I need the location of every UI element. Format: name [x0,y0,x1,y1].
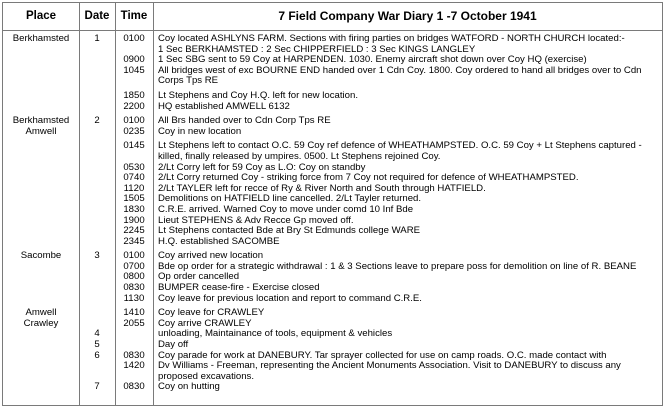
row-time: 1420 [123,360,145,372]
row-place: Berkhamsted [12,33,70,44]
row-time: 2055 [123,317,145,329]
row-date: 6 [94,349,100,361]
table-row [3,272,662,283]
table-row [3,226,662,237]
row-time: 1120 [123,182,145,194]
row-place: Amwell [25,125,57,137]
row-time: 0830 [123,349,145,361]
row-entry: Demolitions on HATFIELD line cancelled. 2/Lt Tayler returned. [158,193,422,205]
row-entry: HQ established AMWELL 6132 [158,100,290,112]
table-row [3,308,662,319]
row-time: 0100 [123,33,145,44]
row-time: 0530 [123,161,145,173]
table-row [3,361,662,382]
row-entry: Coy leave for previous location and report to command C.R.E. [158,292,422,304]
row-entry: Lieut STEPHENS & Adv Recce Gp moved off. [158,214,354,226]
row-time: 0800 [123,271,145,283]
row-time: 1045 [123,64,145,76]
row-entry: Coy arrived new location [158,250,264,262]
row-entry: Lt Stephens contacted Bde at Bry St Edmunds college WARE [158,225,421,237]
row-time: 0900 [123,54,145,66]
header-title: 7 Field Company War Diary 1 -7 October 1941 [278,9,537,23]
row-entry: Coy parade for work at DANEBURY. Tar sprayer collected for use on camp roads. O.C. made contact with [158,349,607,361]
row-place: Sacombe [20,250,62,262]
table-row [3,262,662,273]
table-row [3,205,662,216]
row-time: 1410 [123,307,145,319]
table-row [3,127,662,138]
row-date: 7 [94,381,100,393]
row-entry: Coy located ASHLYNS FARM. Sections with firing parties on bridges WATFORD - NORTH CHURCH located:- [158,33,625,44]
row-date: 2 [94,115,100,127]
row-time: 0700 [123,260,145,272]
row-entry: Coy leave for CRAWLEY [158,307,265,319]
row-entry: All bridges west of exc BOURNE END handed over 1 Cdn Coy. 1800. Coy ordered to hand all bridges over to Cdn Corps Tps RE [158,64,642,87]
row-entry: 1 Sec SBG sent to 59 Coy at HARPENDEN. 1030. Enemy aircraft shot down over Coy HQ (exercise) [158,54,587,66]
table-row [3,91,662,102]
row-time: 0100 [123,115,145,127]
row-entry: BUMPER cease-fire - Exercise closed [158,282,320,294]
row-entry: Bde op order for a strategic withdrawal : 1 & 3 Sections leave to prepare poss for demolition on line of R. BEANE [158,260,637,272]
table-row [3,237,662,248]
row-entry: All Brs handed over to Cdn Corp Tps RE [158,115,331,127]
row-entry: C.R.E. arrived. Warned Coy to move under comd 10 Inf Bde [158,203,414,215]
row-time: 2200 [123,100,145,112]
table-row [3,116,662,127]
row-time: 0740 [123,172,145,184]
row-time: 0145 [123,140,145,152]
row-time: 0100 [123,250,145,262]
row-entry: Coy in new location [158,125,242,137]
row-date: 4 [94,328,100,340]
table-row [3,294,662,305]
row-entry: H.Q. established SACOMBE [158,235,280,247]
row-entry: 2/Lt Corry returned Coy - striking force from 7 Coy not required for defence of WHEATHAMPSTED. [158,172,579,184]
row-time: 1505 [123,193,145,205]
row-place: Berkhamsted [12,115,70,127]
row-entry: Coy on hutting [158,381,220,393]
table-row [3,382,662,393]
row-entry: Lt Stephens and Coy H.Q. left for new location. [158,89,358,101]
row-entry: Dv Williams - Freeman, representing the Ancient Monuments Association. Visit to DANEBURY to discuss any proposed excavations. [158,360,621,382]
row-date: 1 [94,33,100,44]
header-time: Time [120,10,148,22]
table-header [3,3,662,31]
header-date: Date [84,10,110,22]
row-entry: 2/Lt Corry left for 59 Coy as L.O: Coy on standby [158,161,366,173]
row-date: 3 [94,250,100,262]
war-diary-table [2,2,663,406]
row-place: Crawley [23,317,59,329]
row-time: 2245 [123,225,145,237]
row-time: 0235 [123,125,145,137]
row-entry: 2/Lt TAYLER left for recce of Ry & River North and South through HATFIELD. [158,182,486,194]
row-entry: 1 Sec BERKHAMSTED : 2 Sec CHIPPERFIELD : 3 Sec KINGS LANGLEY [158,43,476,55]
table-body [3,34,662,393]
table-row [3,329,662,340]
row-place: Amwell [25,307,57,319]
row-entry: Op order cancelled [158,271,240,283]
table-row [3,141,662,162]
row-time: 1850 [123,89,145,101]
row-time: 2345 [123,235,145,247]
row-time: 0830 [123,282,145,294]
header-place: Place [25,10,57,22]
table-row [3,34,662,45]
row-entry: Coy arrive CRAWLEY [158,317,252,329]
row-time: 1900 [123,214,145,226]
row-entry: Day off [158,339,189,351]
table-row [3,66,662,87]
table-row [3,102,662,113]
row-entry: Lt Stephens left to contact O.C. 59 Coy ref defence of WHEATHAMPSTED. O.C. 59 Coy + Lt Stephens captured - killed, finally released by umpires. 0500. Lt Stephens rejoined Coy. [158,140,642,162]
row-time: 0830 [123,381,145,393]
row-entry: unloading, Maintainance of tools, equipment & vehicles [158,328,393,340]
row-time: 1830 [123,203,145,215]
row-time: 1130 [123,292,145,304]
row-date: 5 [94,339,100,351]
